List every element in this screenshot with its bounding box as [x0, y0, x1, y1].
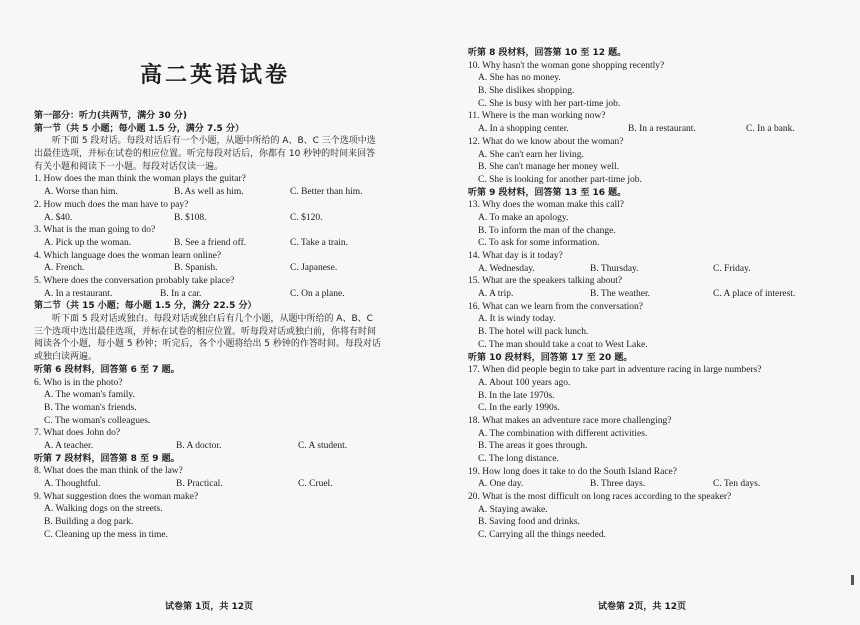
option-b: B. Practical.	[176, 479, 223, 490]
question-18-option-b: B. The areas it goes through.	[478, 441, 588, 452]
option-c: C. A place of interest.	[713, 289, 796, 300]
question-11: 11. Where is the man working now?	[468, 111, 606, 122]
question-20-option-c: C. Carrying all the things needed.	[478, 530, 606, 541]
section-heading: 第一节（共 5 小题；每小题 1.5 分，满分 7.5 分）	[34, 123, 244, 134]
material-heading: 听第 8 段材料，回答第 10 至 12 题。	[468, 48, 627, 58]
question-9: 9. What suggestion does the woman make?	[34, 491, 199, 502]
option-c: C. Japanese.	[290, 263, 338, 274]
question-20-option-a: A. Staying awake.	[478, 504, 548, 515]
question-3: 3. What is the man going to do?	[34, 225, 156, 236]
question-7: 7. What does John do?	[34, 428, 121, 439]
option-c: C. $120.	[290, 212, 323, 223]
question-16-option-b: B. The hotel will pack lunch.	[478, 327, 589, 338]
option-a: A. One day.	[478, 479, 524, 490]
section-instructions: 听下面 5 段对话或独白。每段对话或独白后有几个小题，从题中所给的 A、B、C 三个选项中选出最佳选项，并标在试卷的相应位置。听每段对话或独白前，你将有时间阅读各个小题，每小题 5 秒钟；听完后，各个小题将给出 5 秒钟的作答时间。每段对话或独白读两遍。	[34, 314, 381, 363]
option-a: A. A trip.	[478, 289, 514, 300]
page-1-content	[34, 110, 384, 541]
question-13-option-a: A. To make an apology.	[478, 212, 569, 223]
question-13: 13. Why does the woman make this call?	[468, 200, 625, 211]
question-7-options	[34, 440, 384, 453]
section-heading: 第二节（共 15 小题；每小题 1.5 分，满分 22.5 分）	[34, 301, 257, 312]
material-heading: 听第 9 段材料，回答第 13 至 16 题。	[468, 187, 627, 198]
question-12-option-b: B. She can't manage her money well.	[478, 162, 620, 173]
option-a: A. Thoughtful.	[44, 479, 101, 490]
option-a: A. Worse than him.	[44, 187, 118, 198]
question-6-option-b: B. The woman's friends.	[44, 402, 137, 413]
scan-mark	[851, 575, 854, 585]
question-15-options	[468, 288, 848, 301]
option-a: A. In a shopping center.	[478, 124, 569, 135]
option-c: C. On a plane.	[290, 288, 345, 299]
question-4: 4. Which language does the woman learn online?	[34, 250, 222, 261]
option-a: A. $40.	[44, 212, 73, 223]
question-14: 14. What day is it today?	[468, 251, 563, 261]
question-4-options	[34, 262, 384, 275]
question-12-option-c: C. She is looking for another part-time job.	[478, 174, 642, 185]
question-6: 6. Who is in the photo?	[34, 377, 123, 388]
page-footer: 试卷第 1页，共 12页	[165, 602, 254, 612]
question-17: 17. When did people begin to take part in adventure racing in large numbers?	[468, 365, 762, 376]
page-2	[430, 0, 860, 625]
option-b: B. Spanish.	[174, 263, 218, 274]
question-9-option-b: B. Building a dog park.	[44, 517, 134, 528]
page-2-content	[468, 47, 848, 542]
question-5-options	[34, 288, 384, 301]
question-13-option-c: C. To ask for some information.	[478, 238, 600, 249]
option-c: C. Ten days.	[713, 479, 761, 490]
option-b: B. In a restaurant.	[628, 124, 696, 135]
question-6-option-c: C. The woman's colleagues.	[44, 415, 151, 426]
question-15: 15. What are the speakers talking about?	[468, 276, 623, 287]
question-2-options	[34, 212, 384, 225]
option-a: A. In a restaurant.	[44, 288, 113, 299]
part-heading: 第一部分：听力(共两节，满分 30 分)	[34, 111, 188, 121]
question-18: 18. What makes an adventure race more challenging?	[468, 415, 672, 426]
option-c: C. In a bank.	[746, 124, 795, 135]
exam-title: 高二英语试卷	[139, 63, 290, 88]
question-16-option-a: A. It is windy today.	[478, 314, 556, 325]
material-heading: 听第 6 段材料，回答第 6 至 7 题。	[34, 364, 180, 375]
option-c: C. Take a train.	[290, 237, 348, 248]
question-20: 20. What is the most difficult on long races according to the speaker?	[468, 492, 732, 503]
option-c: C. A student.	[298, 440, 348, 451]
question-9-option-c: C. Cleaning up the mess in time.	[44, 529, 169, 540]
question-5: 5. Where does the conversation probably take place?	[34, 275, 235, 286]
question-14-options	[468, 263, 848, 276]
question-18-option-a: A. The combination with different activities.	[478, 428, 648, 439]
option-a: A. Pick up the woman.	[44, 237, 132, 248]
option-c: C. Better than him.	[290, 187, 363, 198]
question-17-option-a: A. About 100 years ago.	[478, 377, 571, 388]
option-a: A. French.	[44, 263, 85, 274]
section-instructions: 听下面 5 段对话。每段对话后有一个小题，从题中所给的 A、B、C 三个选项中选出最佳选项，并标在试卷的相应位置。听完每段对话后，你都有 10 秒钟的时间来回答有关小题和阅读下一小题。每段对话仅读一遍。	[34, 136, 376, 172]
question-10-option-a: A. She has no money.	[478, 73, 561, 84]
question-17-option-c: C. In the early 1990s.	[478, 403, 560, 414]
option-b: B. As well as him.	[174, 187, 244, 198]
option-b: B. Thursday.	[590, 263, 639, 274]
question-6-option-a: A. The woman's family.	[44, 390, 135, 401]
question-18-option-c: C. The long distance.	[478, 454, 559, 464]
question-3-options	[34, 237, 384, 250]
question-17-option-b: B. In the late 1970s.	[478, 390, 555, 401]
question-2: 2. How much does the man have to pay?	[34, 199, 189, 210]
question-19-options	[468, 478, 848, 491]
question-8: 8. What does the man think of the law?	[34, 466, 183, 477]
question-10: 10. Why hasn't the woman gone shopping recently?	[468, 60, 665, 71]
option-a: A. A teacher.	[44, 440, 94, 451]
question-9-option-a: A. Walking dogs on the streets.	[44, 504, 163, 515]
option-a: A. Wednesday.	[478, 263, 535, 274]
question-19: 19. How long does it take to do the South Island Race?	[468, 466, 677, 477]
option-b: B. The weather.	[590, 289, 650, 300]
option-b: B. In a car.	[160, 288, 202, 299]
question-10-option-c: C. She is busy with her part-time job.	[478, 98, 621, 109]
question-12: 12. What do we know about the woman?	[468, 136, 624, 147]
material-heading: 听第 10 段材料，回答第 17 至 20 题。	[468, 352, 633, 363]
question-11-options	[468, 123, 848, 136]
option-c: C. Cruel.	[298, 479, 333, 490]
question-13-option-b: B. To inform the man of the change.	[478, 225, 616, 236]
question-1: 1. How does the man think the woman plays the guitar?	[34, 174, 246, 185]
option-c: C. Friday.	[713, 263, 751, 274]
question-20-option-b: B. Saving food and drinks.	[478, 517, 580, 528]
option-b: B. See a friend off.	[174, 237, 247, 248]
question-10-option-b: B. She dislikes shopping.	[478, 86, 575, 97]
option-b: B. A doctor.	[176, 440, 222, 451]
option-b: B. Three days.	[590, 479, 646, 490]
question-16-option-c: C. The man should take a coat to West Lake.	[478, 339, 648, 350]
question-8-options	[34, 478, 384, 491]
page-footer: 试卷第 2页，共 12页	[598, 602, 687, 612]
material-heading: 听第 7 段材料，回答第 8 至 9 题。	[34, 453, 180, 464]
option-b: B. $108.	[174, 212, 207, 223]
question-12-option-a: A. She can't earn her living.	[478, 149, 584, 160]
question-1-options	[34, 186, 384, 199]
question-16: 16. What can we learn from the conversation?	[468, 301, 643, 312]
